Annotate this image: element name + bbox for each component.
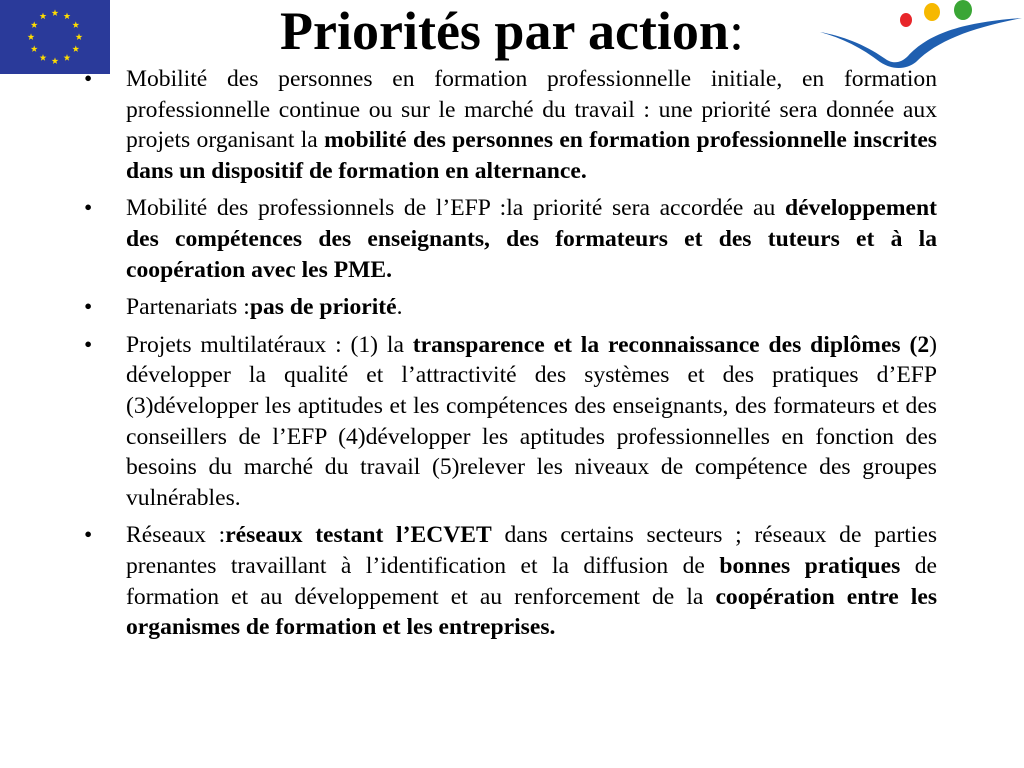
bullet-text: Projets multilatéraux : (1) la xyxy=(126,331,413,358)
bullet-text-bold: transparence et la reconnaissance des diplômes (2 xyxy=(412,331,930,358)
bullet-marker: • xyxy=(84,522,93,549)
bullet-marker: • xyxy=(84,331,93,358)
bullet-item xyxy=(84,330,937,514)
logo-green-dot xyxy=(954,0,972,20)
logo-yellow-dot xyxy=(924,3,940,21)
bullet-text-bold: réseaux testant l’ECVET xyxy=(225,522,492,549)
logo-red-dot xyxy=(900,13,912,27)
bullet-text-bold: pas de priorité xyxy=(249,294,397,321)
priorities-list xyxy=(84,64,937,650)
bullet-text: Réseaux : xyxy=(126,522,226,549)
bullet-item xyxy=(84,292,937,323)
bullet-text-bold: mobilité des personnes en formation professionnelle inscrites dans un dispositif de formation en alternance. xyxy=(126,127,937,184)
bullet-marker: • xyxy=(84,66,93,92)
bullet-text: ) développer la qualité et l’attractivité des systèmes et des pratiques d’EFP (3)développer les aptitudes et les compétences des enseignants, des formateurs et des conseillers de l’EFP (4)développer les aptitudes professionnelles en fonction des besoins du marché du travail (5)relever les niveaux de compétence des groupes vulnérables. xyxy=(126,331,938,511)
page-title-colon: : xyxy=(728,1,744,61)
bullet-text-bold: coopération entre les organismes de formation et les entreprises. xyxy=(126,583,938,641)
bullet-marker: • xyxy=(84,294,93,321)
bullet-marker: • xyxy=(84,195,93,222)
bullet-text: . xyxy=(396,294,403,321)
bullet-text-bold: développement des compétences des enseignants, des formateurs et des tuteurs et à la coopération avec les PME. xyxy=(126,195,937,283)
bullet-text-bold: bonnes pratiques xyxy=(719,552,901,579)
logo-swoosh xyxy=(820,18,1022,68)
bullet-item xyxy=(84,64,937,186)
bullet-text: de formation et au développement et au renforcement de la xyxy=(126,552,938,610)
logo-graphic xyxy=(812,0,1024,70)
bullet-item xyxy=(84,520,937,642)
page-title-text: Priorités par action xyxy=(280,1,729,61)
bullet-text: Partenariats : xyxy=(126,294,250,321)
bullet-item xyxy=(84,193,937,285)
bullet-text: dans certains secteurs ; réseaux de parties prenantes travaillant à l’identification et la diffusion de xyxy=(126,522,937,579)
bullet-text: Mobilité des professionnels de l’EFP :la priorité sera accordée au xyxy=(126,195,785,222)
lifelong-learning-logo-icon xyxy=(812,0,1024,70)
bullet-text: Mobilité des personnes en formation professionnelle initiale, en formation professionnelle continue ou sur le marché du travail : une priorité sera donnée aux projets organisant la xyxy=(126,66,937,154)
